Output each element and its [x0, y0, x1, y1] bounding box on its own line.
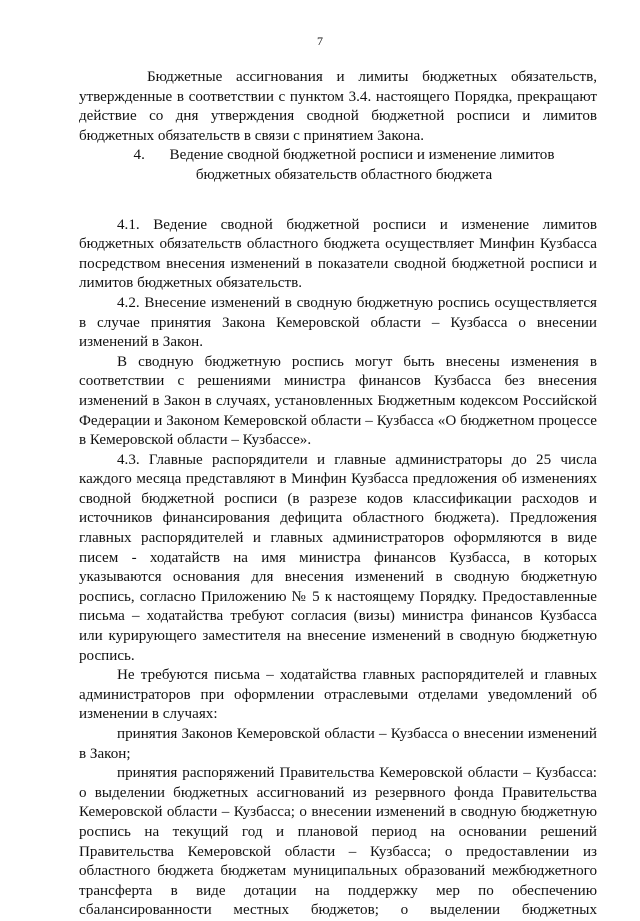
- paragraph-appropriations-termination: Бюджетные ассигнования и лимиты бюджетных обязательств, утвержденные в соответствии с пунктом 3.4. настоящего Порядка, прекращают действие со дня утверждения сводной бюджетной росписи и лимитов бюджетных обязательств в связи с принятием Закона.: [79, 69, 597, 144]
- paragraph-4-1: 4.1. Ведение сводной бюджетной росписи и изменение лимитов бюджетных обязательств областного бюджета осуществляет Минфин Кузбасса посредством внесения изменений в показатели сводной бюджетной росписи и лимитов бюджетных обязательств.: [79, 216, 597, 292]
- paragraph-case-government-orders: принятия распоряжений Правительства Кемеровской области – Кузбасса: о выделении бюджетных ассигнований из резервного фонда Правительства Кемеровской области – Кузбасса; о внесении изменений в сводную бюджетную роспись на текущий год и плановой период на основании решений Правительства Кемеровской области – Кузбасса; о предоставлении из областного бюджета бюджетам муниципальных образований межбюджетного трансферта в виде дотации на поддержку мер по обеспечению сбалансированности местных бюджетов; о выделении бюджетных: [79, 765, 597, 919]
- paragraph-no-letters-required: Не требуются письма – ходатайства главных распорядителей и главных администраторов при оформлении отраслевыми отделами уведомлений об изменении в случаях:: [79, 667, 597, 723]
- page-number: 7: [317, 34, 323, 48]
- section-title-line-2: бюджетных обязательств областного бюджета: [195, 166, 493, 183]
- section-heading-line-1: [85, 146, 603, 166]
- paragraph-case-laws: принятия Законов Кемеровской области – Кузбасса о внесении изменений в Закон;: [79, 726, 597, 762]
- page-body: [79, 68, 597, 921]
- paragraph-4-3: 4.3. Главные распорядители и главные администраторы до 25 числа каждого месяца представляют в Минфин Кузбасса предложения об изменениях сводной бюджетной росписи (в разрезе кодов классификации расходов и источников финансирования дефицита областного бюджета). Предложения главных распорядителей и главных администраторов оформляются в виде писем - ходатайств на имя министра финансов Кузбасса, в которых указываются основания для внесения изменений в сводную бюджетную роспись, согласно Приложению № 5 к настоящему Порядку. Предоставленные письма – ходатайства требуют согласия (визы) министра финансов Кузбасса или курирующего заместителя на внесение изменений в сводную бюджетную роспись.: [79, 451, 597, 664]
- section-title-line-1: Ведение сводной бюджетной росписи и изменение лимитов: [169, 147, 555, 164]
- section-heading: [85, 146, 603, 185]
- section-number: 4.: [133, 147, 145, 164]
- paragraph-4-2: 4.2. Внесение изменений в сводную бюджетную роспись осуществляется в случае принятия Закона Кемеровской области – Кузбасса о внесении изменений в Закон.: [79, 294, 597, 351]
- paragraph-changes-without-law: В сводную бюджетную роспись могут быть внесены изменения в соответствии с решениями министра финансов Кузбасса без внесения изменений в Закон в случаях, установленных Бюджетным кодексом Российской Федерации и Законом Кемеровской области – Кузбасса «О бюджетном процессе в Кемеровской области – Кузбассе».: [79, 353, 597, 449]
